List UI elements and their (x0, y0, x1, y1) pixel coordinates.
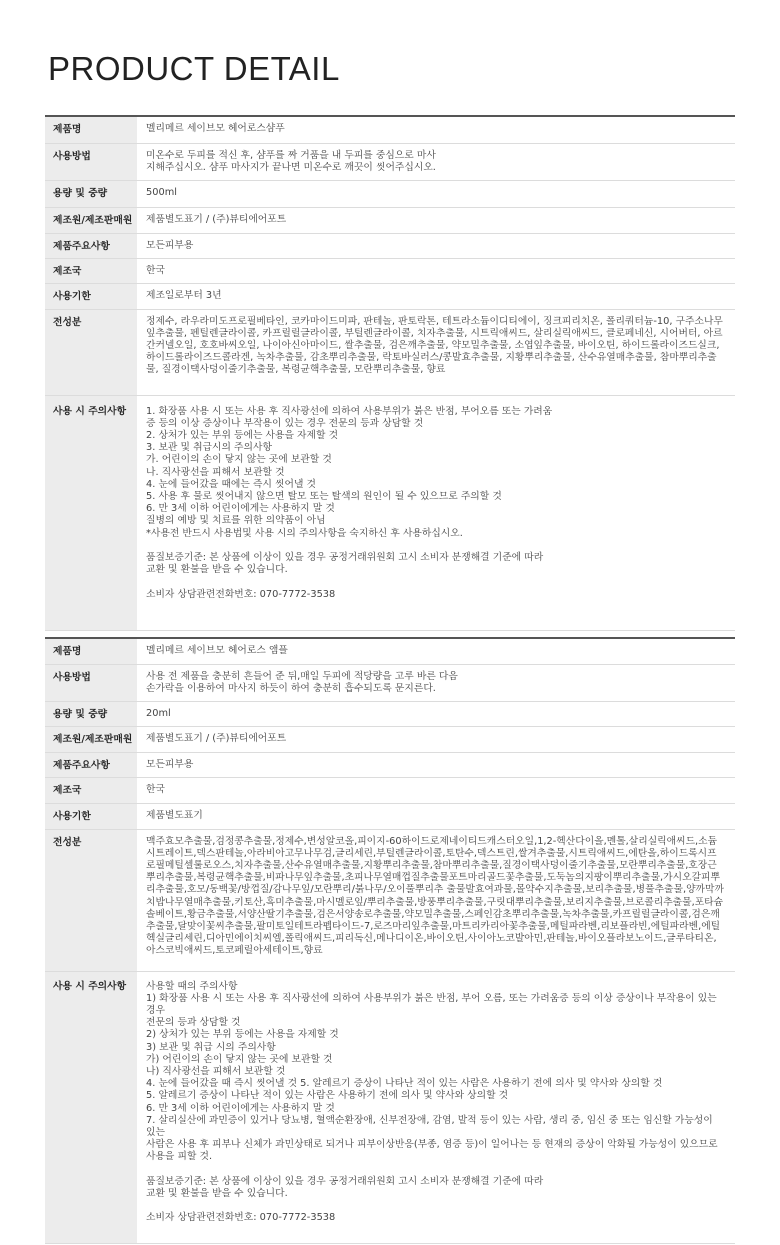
spec-value: 제품별도표기 (137, 804, 735, 829)
spec-value: 미온수로 두피를 적신 후, 샴푸를 짜 거품을 내 두피를 중심으로 마사 지해주십시오. 샴푸 마사지가 끝나면 미온수로 깨끗이 씻어주십시오. (137, 143, 735, 180)
spec-label: 제조원/제조판매원 (45, 727, 137, 753)
spec-value: 500ml (137, 180, 735, 207)
spec-value: 제품별도표기 / (주)뷰티에어포트 (137, 727, 735, 753)
spec-label: 사용방법 (45, 143, 137, 180)
spec-value: 모든피부용 (137, 753, 735, 778)
spec-value: 1. 화장품 사용 시 또는 사용 후 직사광선에 의하여 사용부위가 붉은 반점, 부어오름 또는 가려움 증 등의 이상 증상이나 부작용이 있는 경우 전문의 등과 상담할 것 2. 상처가 있는 부위 등에는 사용을 자제할 것 3. 보관 및 취급시의 주의사항 가. 어린이의 손이 닿지 않는 곳에 보관할 것 나. 직사광선을 피해서 보관할 것 4. 눈에 들어갔을 때에는 즉시 씻어낼 것 5. 사용 후 물로 씻어내지 않으면 탈모 또는 탈색의 원인이 될 수 있으므로 주의할 것 6. 만 3세 이하 어린이에게는 사용하지 말 것 질병의 예방 및 치료를 위한 의약품이 아님 *사용전 반드시 사용법및 사용 시의 주의사항을 숙지하신 후 사용하십시오. 품질보증기준: 본 상품에 이상이 있을 경우 공정거래위원회 고시 소비자 분쟁해결 기준에 따라 교환 및 환불을 받을 수 있습니다. 소비자 상담관련전화번호: 070-7772-3538 (137, 395, 735, 630)
spec-label: 사용 시 주의사항 (45, 395, 137, 630)
spec-label: 전성분 (45, 829, 137, 971)
spec-row-key-info (45, 753, 735, 778)
spec-row-product-name (45, 116, 735, 143)
spec-row-manufacturer (45, 727, 735, 753)
spec-value: 한국 (137, 778, 735, 804)
spec-row-key-info (45, 233, 735, 258)
spec-label: 제품주요사항 (45, 233, 137, 258)
spec-value: 20ml (137, 701, 735, 726)
spec-label: 용량 및 중량 (45, 180, 137, 207)
spec-label: 사용기한 (45, 284, 137, 309)
spec-row-volume (45, 701, 735, 726)
spec-row-expiry (45, 284, 735, 309)
spec-label: 전성분 (45, 309, 137, 395)
spec-label: 용량 및 중량 (45, 701, 137, 726)
spec-value: 멜리메르 세이브모 헤어로스 앰플 (137, 638, 735, 664)
spec-row-usage (45, 664, 735, 701)
spec-label: 제조국 (45, 259, 137, 284)
spec-label: 제품명 (45, 116, 137, 143)
spec-row-volume (45, 180, 735, 207)
spec-value: 제품별도표기 / (주)뷰티에어포트 (137, 207, 735, 233)
page-title: PRODUCT DETAIL (48, 50, 340, 87)
spec-value: 사용할 때의 주의사항 1) 화장품 사용 시 또는 사용 후 직사광선에 의하여 사용부위가 붉은 반점, 부어 오름, 또는 가려움증 등의 이상 증상이나 부작용이 있는 경우 전문의 등과 상담할 것 2) 상처가 있는 부위 등에는 사용을 자제할 것 3) 보관 및 취급 시의 주의사항 가) 어린이의 손이 닿지 않는 곳에 보관할 것 나) 직사광선을 피해서 보관할 것 4. 눈에 들어갔을 때 즉시 씻어낼 것 5. 알레르기 증상이 나타난 적이 있는 사람은 사용하기 전에 의사 및 약사와 상의할 것 5. 알레르기 증상이 나타난 적이 있는 사람은 사용하기 전에 의사 및 약사와 상의할 것 6. 만 3세 이하 어린이에게는 사용하지 말 것 7. 살리실산에 과민증이 있거나 당뇨병, 혈액순환장애, 신부전장애, 감염, 발적 등이 있는 사람, 생리 중, 임신 중 또는 임신할 가능성이 있는 사람은 사용 후 피부나 신체가 과민상태로 되거나 피부이상반응(부종, 염증 등)이 일어나는 등 현재의 증상이 악화될 가능성이 있으므로 사용을 피할 것. 품질보증기준: 본 상품에 이상이 있을 경우 공정거래위원회 고시 소비자 분쟁해결 기준에 따라 교환 및 환불을 받을 수 있습니다. 소비자 상담관련전화번호: 070-7772-3538 (137, 971, 735, 1243)
spec-value: 한국 (137, 259, 735, 284)
spec-row-country (45, 778, 735, 804)
spec-row-usage (45, 143, 735, 180)
spec-label: 제조원/제조판매원 (45, 207, 137, 233)
spec-value: 모든피부용 (137, 233, 735, 258)
product-spec-table (45, 115, 735, 631)
spec-row-cautions (45, 971, 735, 1243)
spec-row-expiry (45, 804, 735, 829)
spec-row-product-name (45, 638, 735, 664)
spec-label: 제품주요사항 (45, 753, 137, 778)
spec-label: 사용방법 (45, 664, 137, 701)
spec-row-cautions (45, 395, 735, 630)
spec-label: 제품명 (45, 638, 137, 664)
spec-value: 정제수, 라우라미도프로필베타인, 코카마이드미파, 판테놀, 판토락톤, 테트라소듐이디티에이, 징크피리치온, 폴리쿼터늄-10, 구주소나무잎추출물, 펜틸렌글라이콜, 카프릴릴글라이콜, 부틸렌글라이콜, 치자추출물, 시트릭애씨드, 살리실릭애씨드, 클로페네신, 시어버터, 아르간커넬오일, 호호바씨오일, 나이아신아마이드, 쌀추출물, 검은깨추출물, 약모밀추출물, 소엽잎추출물, 바이오틴, 하이드롤라이즈드실크, 하이드롤라이즈드콜라겐, 녹차추출물, 감초뿌리추출물, 락토바실러스/콩발효추출물, 지황뿌리추출물, 산수유열매추출물, 참마뿌리추출물, 질경이택사덩이줄기추출물, 복령균핵추출물, 모란뿌리추출물, 향료 (137, 309, 735, 395)
spec-label: 사용 시 주의사항 (45, 971, 137, 1243)
spec-value: 제조일로부터 3년 (137, 284, 735, 309)
spec-row-manufacturer (45, 207, 735, 233)
spec-label: 사용기한 (45, 804, 137, 829)
spec-value: 멜리메르 세이브모 헤어로스샴푸 (137, 116, 735, 143)
spec-label: 제조국 (45, 778, 137, 804)
spec-row-ingredients (45, 309, 735, 395)
spec-value: 사용 전 제품을 충분히 흔들어 준 뒤,매일 두피에 적당량을 고루 바른 다음 손가락을 이용하여 마사지 하듯이 하여 충분히 흡수되도록 문지른다. (137, 664, 735, 701)
spec-row-ingredients (45, 829, 735, 971)
product-spec-table (45, 637, 735, 1244)
spec-row-country (45, 259, 735, 284)
spec-value: 맥주효모추출물,검정콩추출물,정제수,변성알코올,피이지-60하이드로제네이티드캐스터오일,1,2-헥산다이올,멘톨,살리실릭애씨드,소듐시트레이트,덱스판테놀,아라비아고무나무검,글리세린,부틸렌글라이콜,토탄수,덱스트린,쌀겨추출물,시트릭애씨드,에탄올,하이드록시프로필메틸셀룰로오스,치자추출물,산수유열매추출물,지황뿌리추출물,참마뿌리추출물,질경이택사덩이줄기추출물,모란뿌리추출물,호장근뿌리추출물,복령균핵추출물,비파나무잎추출물,초피나무열매껍질추출물포트마리골드꽃추출물,도둑놈의지팡이뿌리추출물,가시오갈피뿌리추출물,호모/동백꽃/방껍질/감나무잎/모란뿌리/붉나무/오이풀뿌리추 출물발효여과물,몰약수지추출물,보리추출물,병풀추출물,양까막까치밥나무열매추출물,키토산,흑미추출물,마시멜로잎/뿌리추출물,방풍뿌리추출물,구릿대뿌리추출물,보리지추출물,브로콜리추출물,포타슘솔베이트,황금추출물,서양산딸기추출물,검은서양송로추출물,약모밀추출물,스페인감초뿌리추출물,녹차추출물,카프릴릴글라이콜,검은깨추출물,달맞이꽃씨추출물,팔미토일테트라펩타이드-7,로즈마리잎추출물,마트리카리아꽃추출물,메틸파라벤,리보플라빈,에틸파라벤,에틸헥실글리세린,디아민에이치씨엘,폴릭애씨드,피리독신,메나디이온,바이오틴,사이아노코발아민,판테놀,바이오플라보노이드,글루타티온,아스코빅애씨드,토코페릴아세테이트,향료 (137, 829, 735, 971)
